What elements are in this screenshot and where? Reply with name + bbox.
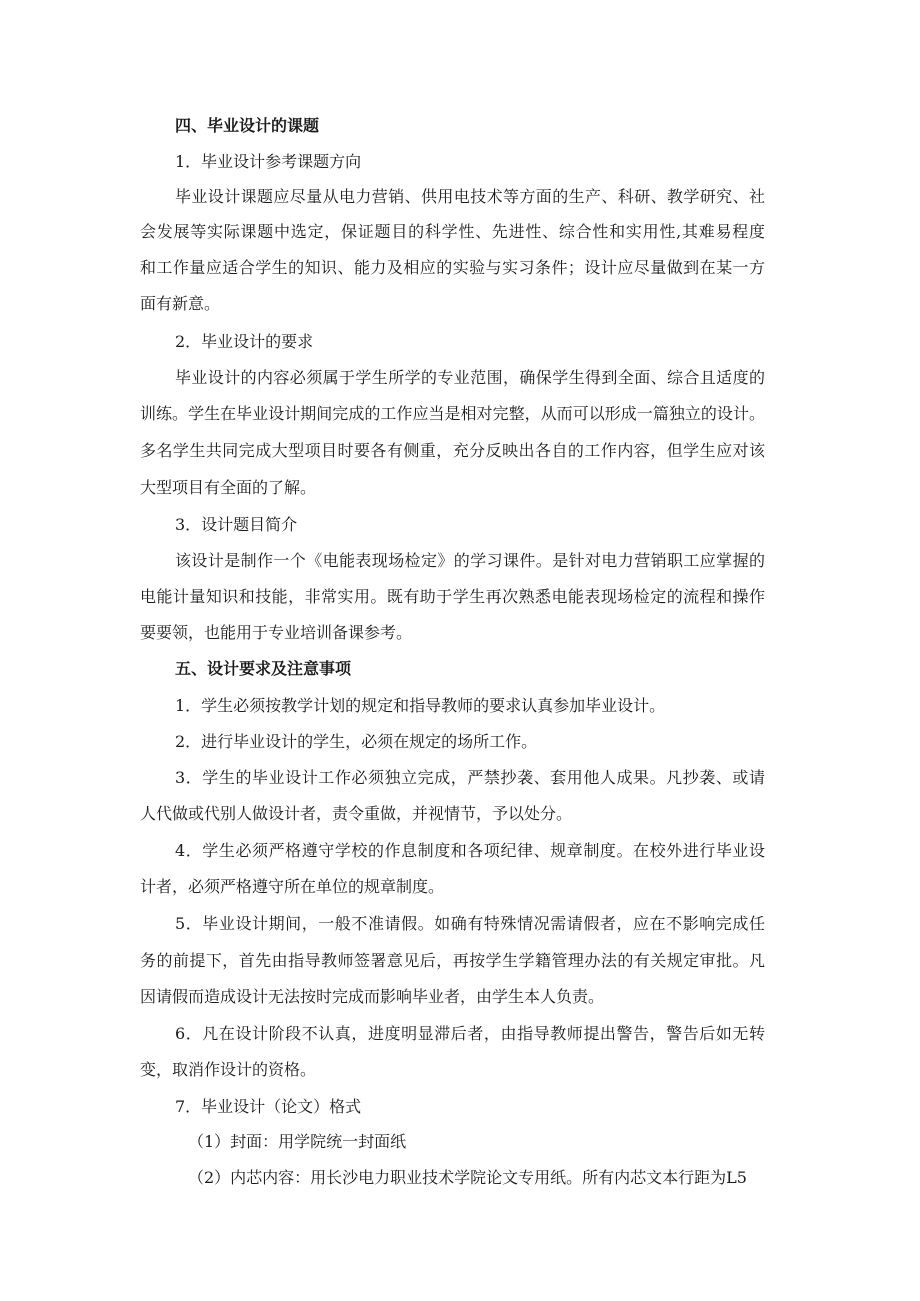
section-5-heading: 五、设计要求及注意事项	[175, 659, 352, 678]
paragraph-line: 毕业设计的内容必须属于学生所学的专业范围，确保学生得到全面、综合且适度的	[175, 368, 765, 387]
item-3-title: 3．设计题目简介	[175, 515, 298, 534]
rule-6-line: 6．凡在设计阶段不认真，进度明显滞后者，由指导教师提出警告，警告后如无转	[175, 1024, 765, 1043]
paragraph-line: 该设计是制作一个《电能表现场检定》的学习课件。是针对电力营销职工应掌握的	[175, 551, 765, 570]
rule-3-line: 人代做或代别人做设计者，责令重做，并视情节，予以处分。	[140, 804, 573, 823]
section-4-heading: 四、毕业设计的课题	[175, 116, 320, 135]
paragraph-line: 会发展等实际课题中选定，保证题目的科学性、先进性、综合性和实用性,其难易程度	[140, 222, 765, 241]
format-inner-content: （2）内芯内容：用长沙电力职业技术学院论文专用纸。所有内芯文本行距为L5	[188, 1168, 747, 1187]
item-1-title: 1．毕业设计参考课题方向	[175, 152, 362, 171]
rule-1: 1．学生必须按教学计划的规定和指导教师的要求认真参加毕业设计。	[175, 696, 666, 715]
paragraph-line: 和工作量应适合学生的知识、能力及相应的实验与实习条件；设计应尽量做到在某一方	[140, 258, 765, 277]
rule-3-line: 3．学生的毕业设计工作必须独立完成，严禁抄袭、套用他人成果。凡抄袭、或请	[175, 768, 765, 787]
paragraph-line: 电能计量知识和技能，非常实用。既有助于学生再次熟悉电能表现场检定的流程和操作	[140, 587, 765, 606]
paragraph-line: 面有新意。	[140, 294, 221, 313]
paragraph-line: 要要领，也能用于专业培训备课参考。	[140, 623, 413, 642]
paragraph-line: 训练。学生在毕业设计期间完成的工作应当是相对完整，从而可以形成一篇独立的设计。	[140, 404, 765, 423]
format-cover: （1）封面：用学院统一封面纸	[188, 1132, 407, 1151]
item-2-title: 2．毕业设计的要求	[175, 332, 314, 351]
rule-5-line: 因请假而造成设计无法按时完成而影响毕业者，由学生本人负责。	[140, 987, 605, 1006]
rule-4-line: 4．学生必须严格遵守学校的作息制度和各项纪律、规章制度。在校外进行毕业设	[175, 841, 765, 860]
rule-2: 2．进行毕业设计的学生，必须在规定的场所工作。	[175, 732, 538, 751]
rule-7-title: 7．毕业设计（论文）格式	[175, 1097, 362, 1116]
rule-4-line: 计者，必须严格遵守所在单位的规章制度。	[140, 877, 445, 896]
rule-5-line: 5．毕业设计期间，一般不准请假。如确有特殊情况需请假者，应在不影响完成任	[175, 914, 765, 933]
rule-6-line: 变，取消作设计的资格。	[140, 1060, 317, 1079]
paragraph-line: 毕业设计课题应尽量从电力营销、供用电技术等方面的生产、科研、教学研究、社	[175, 187, 765, 206]
paragraph-line: 大型项目有全面的了解。	[140, 478, 317, 497]
rule-5-line: 务的前提下，首先由指导教师签署意见后，再按学生学籍管理办法的有关规定审批。凡	[140, 951, 765, 970]
paragraph-line: 多名学生共同完成大型项目时要各有侧重，充分反映出各自的工作内容，但学生应对该	[140, 441, 765, 460]
